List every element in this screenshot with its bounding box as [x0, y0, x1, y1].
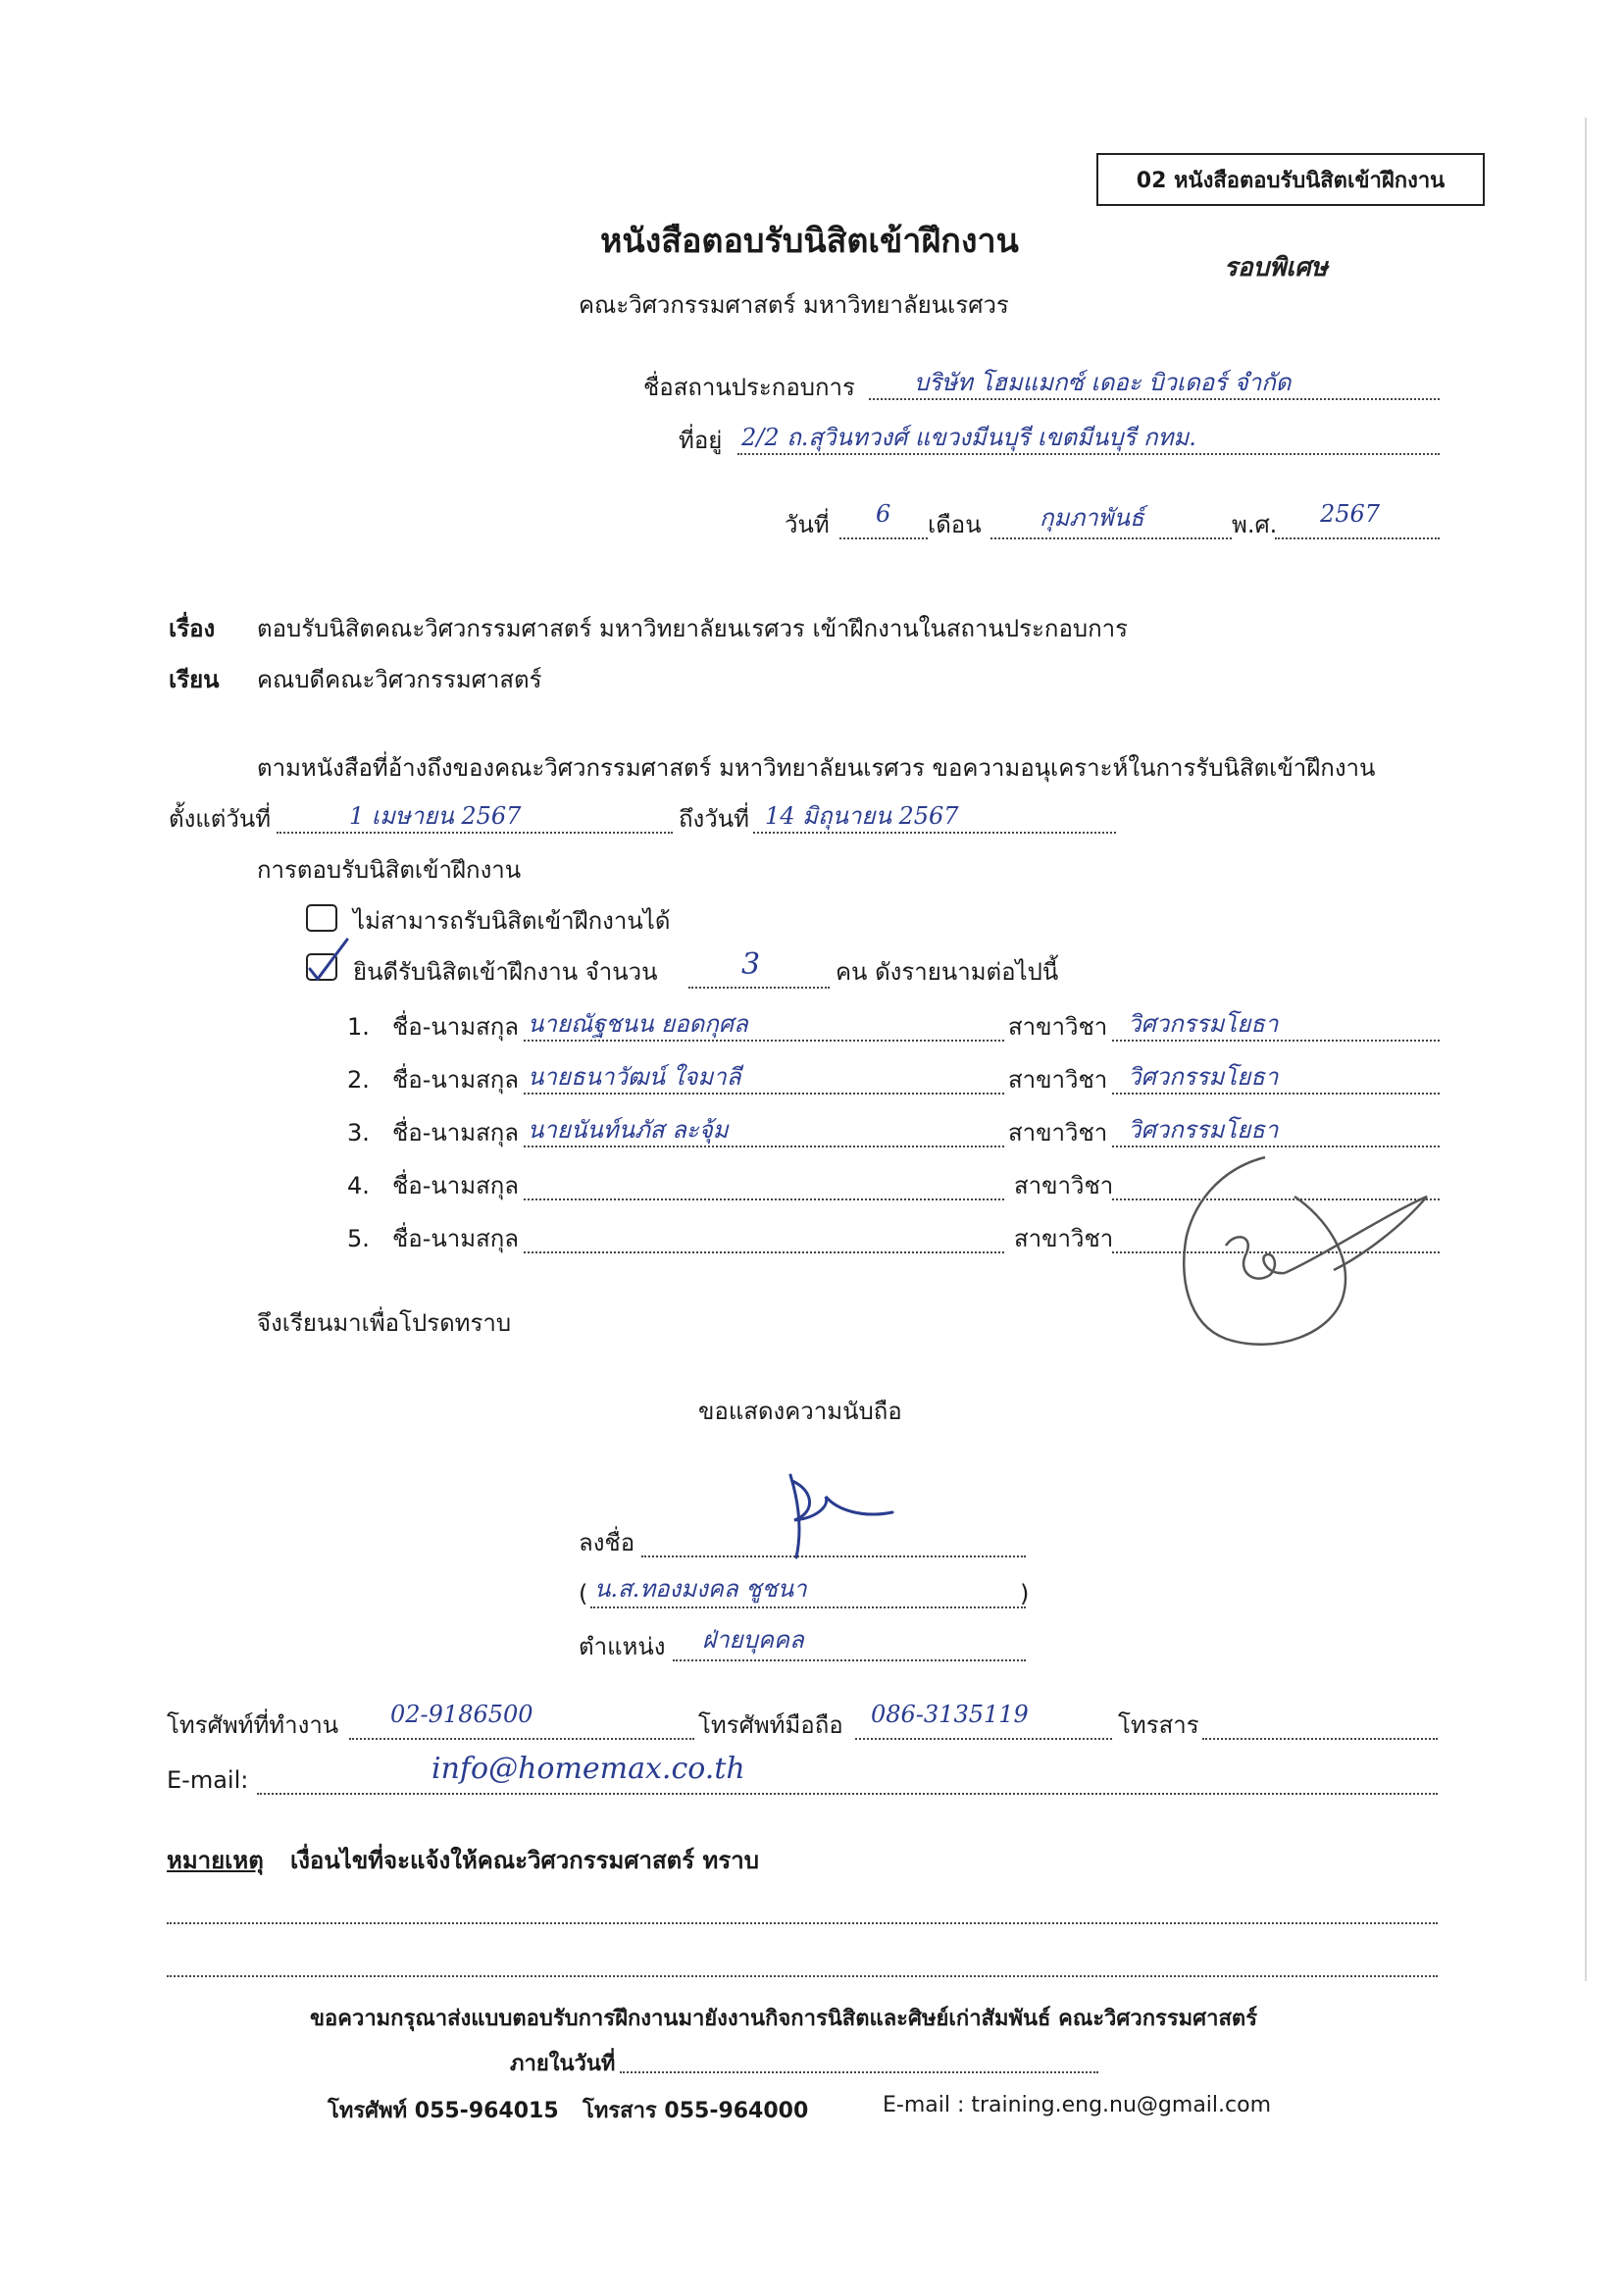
student-major-label: สาขาวิชา: [1014, 1172, 1114, 1199]
scan-edge-mark: [1585, 118, 1587, 1981]
address-value[interactable]: 2/2 ถ.สุวินทวงศ์ แขวงมีนบุรี เขตมีนบุรี กทม.: [741, 424, 1196, 451]
accept-option-label: ยินดีรับนิสิตเข้าฝึกงาน จำนวน: [353, 958, 658, 986]
footer-fax: โทรสาร 055-964000: [583, 2099, 809, 2123]
accept-count-line: [688, 987, 830, 989]
student-name-label: ชื่อ-นามสกุล: [392, 1225, 519, 1252]
student-major-value[interactable]: วิศวกรรมโยธา: [1128, 1116, 1279, 1144]
mobile-label: โทรศัพท์มือถือ: [698, 1711, 843, 1739]
period-from-value[interactable]: 1 เมษายน 2567: [349, 802, 522, 830]
subject-text: ตอบรับนิสิตคณะวิศวกรรมศาสตร์ มหาวิทยาลัยนเรศวร เข้าฝึกงานในสถานประกอบการ: [257, 615, 1129, 642]
student-name-line: [524, 1251, 1004, 1253]
accept-checkbox[interactable]: [306, 953, 337, 981]
student-number: 1.: [347, 1013, 370, 1041]
address-label: ที่อยู่: [679, 427, 723, 454]
student-name-line: [524, 1198, 1004, 1200]
office-phone-line: [349, 1738, 694, 1740]
month-line: [990, 537, 1232, 539]
subject-label: เรื่อง: [169, 615, 216, 642]
footer-phone: โทรศัพท์ 055-964015: [328, 2099, 559, 2123]
faculty-subtitle: คณะวิศวกรรมศาสตร์ มหาวิทยาลัยนเรศวร: [579, 291, 1009, 319]
year-value[interactable]: 2567: [1320, 500, 1381, 528]
body-paragraph: ตามหนังสือที่อ้างถึงของคณะวิศวกรรมศาสตร์ มหาวิทยาลัยนเรศวร ขอความอนุเคราะห์ในการรับนิสิตเข้าฝึกงาน: [257, 754, 1376, 782]
fax-line: [1202, 1738, 1438, 1740]
year-label: พ.ศ.: [1232, 511, 1278, 538]
note-line-1: [167, 1922, 1438, 1924]
student-name-label: ชื่อ-นามสกุล: [392, 1013, 519, 1041]
student-name-value[interactable]: นายนันท์นภัส ละจุ้ม: [528, 1116, 729, 1144]
printed-name-open-paren: (: [579, 1580, 588, 1607]
sign-line: [641, 1555, 1026, 1557]
student-number: 4.: [347, 1172, 370, 1199]
sign-label: ลงชื่อ: [579, 1529, 635, 1556]
signature-mark: [775, 1461, 902, 1569]
to-label: เรียน: [169, 666, 220, 693]
period-to-label: ถึงวันที่: [679, 805, 749, 833]
date-day-value[interactable]: 6: [876, 500, 891, 528]
to-text: คณบดีคณะวิศวกรรมศาสตร์: [257, 666, 542, 693]
student-number: 5.: [347, 1225, 370, 1252]
printed-name-value[interactable]: น.ส.ทองมงคล ชูชนา: [594, 1575, 807, 1603]
regards-text: ขอแสดงความนับถือ: [698, 1398, 902, 1425]
student-major-value[interactable]: วิศวกรรมโยธา: [1128, 1063, 1279, 1091]
note-text: เงื่อนไขที่จะแจ้งให้คณะวิศวกรรมศาสตร์ ทราบ: [290, 1847, 759, 1874]
check-mark-icon: [304, 934, 355, 983]
student-major-label: สาขาวิชา: [1014, 1225, 1114, 1252]
response-heading: การตอบรับนิสิตเข้าฝึกงาน: [257, 856, 522, 884]
date-label: วันที่: [785, 511, 830, 538]
student-number: 3.: [347, 1119, 370, 1146]
printed-name-close-paren: ): [1020, 1580, 1030, 1607]
email-label: E-mail:: [167, 1766, 249, 1794]
period-from-label: ตั้งแต่วันที่: [169, 805, 272, 833]
footer-deadline-label: ภายในวันที่: [510, 2052, 616, 2076]
note-line-2: [167, 1975, 1438, 1977]
month-label: เดือน: [928, 511, 982, 538]
document-title: หนังสือตอบรับนิสิตเข้าฝึกงาน: [600, 222, 1019, 261]
student-number: 2.: [347, 1066, 370, 1094]
email-line: [257, 1793, 1438, 1795]
reject-option-label: ไม่สามารถรับนิสิตเข้าฝึกงานได้: [353, 907, 671, 935]
mobile-line: [855, 1738, 1112, 1740]
student-major-value[interactable]: วิศวกรรมโยธา: [1128, 1010, 1279, 1038]
reviewer-initial-mark: [1108, 1138, 1442, 1373]
special-round-note: รอบพิเศษ: [1224, 253, 1328, 282]
mobile-value[interactable]: 086-3135119: [871, 1701, 1029, 1728]
position-value[interactable]: ฝ่ายบุคคล: [702, 1626, 804, 1654]
org-name-value[interactable]: บริษัท โฮมแมกซ์ เดอะ บิวเดอร์ จำกัด: [914, 369, 1292, 396]
office-phone-label: โทรศัพท์ที่ทำงาน: [167, 1711, 339, 1739]
year-line: [1275, 537, 1440, 539]
org-name-label: ชื่อสถานประกอบการ: [643, 374, 855, 401]
student-name-label: ชื่อ-นามสกุล: [392, 1172, 519, 1199]
student-major-label: สาขาวิชา: [1008, 1119, 1108, 1146]
date-line: [839, 537, 928, 539]
month-value[interactable]: กุมภาพันธ์: [1040, 504, 1144, 532]
accept-count-value[interactable]: 3: [741, 947, 761, 982]
accept-suffix: คน ดังรายนามต่อไปนี้: [836, 958, 1059, 986]
closing-text: จึงเรียนมาเพื่อโปรดทราบ: [257, 1309, 512, 1337]
footer-line-1: ขอความกรุณาส่งแบบตอบรับการฝึกงานมายังงานกิจการนิสิตและศิษย์เก่าสัมพันธ์ คณะวิศวกรรมศาสตร์: [310, 2007, 1258, 2031]
student-name-label: ชื่อ-นามสกุล: [392, 1066, 519, 1094]
student-name-label: ชื่อ-นามสกุล: [392, 1119, 519, 1146]
position-label: ตำแหน่ง: [579, 1633, 666, 1660]
form-code-box: 02 หนังสือตอบรับนิสิตเข้าฝึกงาน: [1096, 153, 1485, 206]
reject-checkbox[interactable]: [306, 904, 337, 932]
student-major-label: สาขาวิชา: [1008, 1013, 1108, 1041]
position-line: [673, 1659, 1026, 1661]
period-to-value[interactable]: 14 มิถุนายน 2567: [765, 802, 959, 830]
footer-email: E-mail : training.eng.nu@gmail.com: [883, 2093, 1271, 2117]
note-label: หมายเหตุ: [167, 1847, 264, 1874]
fax-label: โทรสาร: [1118, 1711, 1199, 1739]
student-name-value[interactable]: นายธนาวัฒน์ ใจมาลี: [528, 1063, 741, 1091]
office-phone-value[interactable]: 02-9186500: [390, 1701, 533, 1728]
email-value[interactable]: info@homemax.co.th: [431, 1752, 745, 1786]
footer-deadline-line: [620, 2071, 1098, 2073]
student-major-label: สาขาวิชา: [1008, 1066, 1108, 1094]
student-name-value[interactable]: นายณัฐชนน ยอดกุศล: [528, 1010, 748, 1038]
